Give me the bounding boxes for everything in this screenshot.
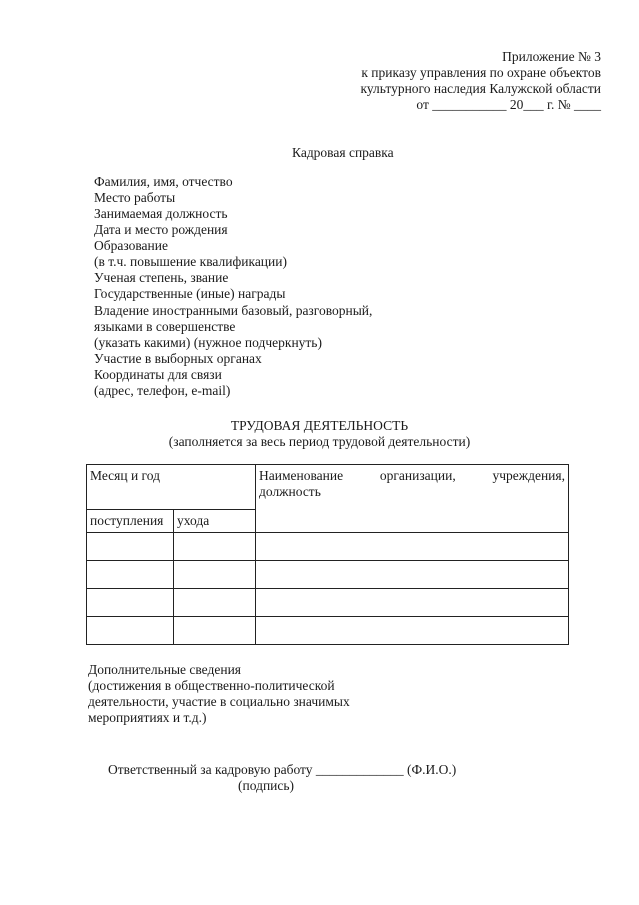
field-birth: Дата и место рождения	[94, 222, 228, 237]
table-cell[interactable]	[87, 561, 174, 589]
table-cell[interactable]	[87, 533, 174, 561]
work-history-table	[86, 464, 569, 645]
table-cell[interactable]	[256, 533, 569, 561]
header-organization	[256, 465, 569, 533]
work-section-subtitle: (заполняется за весь период трудовой деятельности)	[168, 434, 471, 449]
header-start: поступления	[87, 510, 174, 533]
field-degree: Ученая степень, звание	[94, 270, 229, 285]
header-month-year: Месяц и год	[87, 465, 256, 510]
header-organization-word-1: Наименование	[259, 468, 344, 483]
order-authority: культурного наследия Калужской области	[360, 81, 601, 96]
field-awards: Государственные (иные) награды	[94, 286, 286, 301]
field-education: Образование	[94, 238, 168, 253]
additional-info-line2: деятельности, участие в социально значимых	[88, 694, 350, 709]
appendix-number: Приложение № 3	[502, 49, 601, 64]
document-title: Кадровая справка	[292, 145, 394, 160]
table-row	[87, 561, 569, 589]
additional-info-title: Дополнительные сведения	[88, 662, 242, 677]
order-reference: к приказу управления по охране объектов	[361, 65, 601, 80]
field-contacts: Координаты для связи	[94, 367, 222, 382]
field-languages: Владение иностранными базовый, разговорный,	[94, 303, 373, 318]
table-cell[interactable]	[174, 617, 256, 645]
field-position: Занимаемая должность	[94, 206, 228, 221]
additional-info-line1: (достижения в общественно-политической	[88, 678, 335, 693]
table-cell[interactable]	[87, 589, 174, 617]
signature-caption: (подпись)	[238, 778, 295, 793]
header-organization-word-2: организации,	[379, 468, 456, 483]
field-full-name: Фамилия, имя, отчество	[94, 174, 233, 189]
field-contacts-note: (адрес, телефон, e-mail)	[94, 383, 231, 398]
order-date-number: от ___________ 20___ г. № ____	[416, 97, 601, 112]
field-languages-line2: языками в совершенстве	[94, 319, 236, 334]
table-cell[interactable]	[256, 617, 569, 645]
additional-info-line3: мероприятиях и т.д.)	[88, 710, 207, 725]
field-education-note: (в т.ч. повышение квалификации)	[94, 254, 287, 269]
table-cell[interactable]	[256, 589, 569, 617]
work-section-title: ТРУДОВАЯ ДЕЯТЕЛЬНОСТЬ	[230, 418, 409, 433]
table-row	[87, 533, 569, 561]
table-cell[interactable]	[256, 561, 569, 589]
header-organization-line2: должность	[259, 484, 321, 499]
table-cell[interactable]	[87, 617, 174, 645]
field-workplace: Место работы	[94, 190, 176, 205]
signature-line: Ответственный за кадровую работу _____________ (Ф.И.О.)	[108, 762, 457, 777]
header-end: ухода	[174, 510, 256, 533]
field-languages-note: (указать какими) (нужное подчеркнуть)	[94, 335, 322, 350]
table-header-row	[87, 465, 569, 510]
table-cell[interactable]	[174, 589, 256, 617]
table-cell[interactable]	[174, 533, 256, 561]
table-row	[87, 589, 569, 617]
table-cell[interactable]	[174, 561, 256, 589]
field-elected-bodies: Участие в выборных органах	[94, 351, 262, 366]
header-organization-word-3: учреждения,	[492, 468, 565, 483]
table-row	[87, 617, 569, 645]
